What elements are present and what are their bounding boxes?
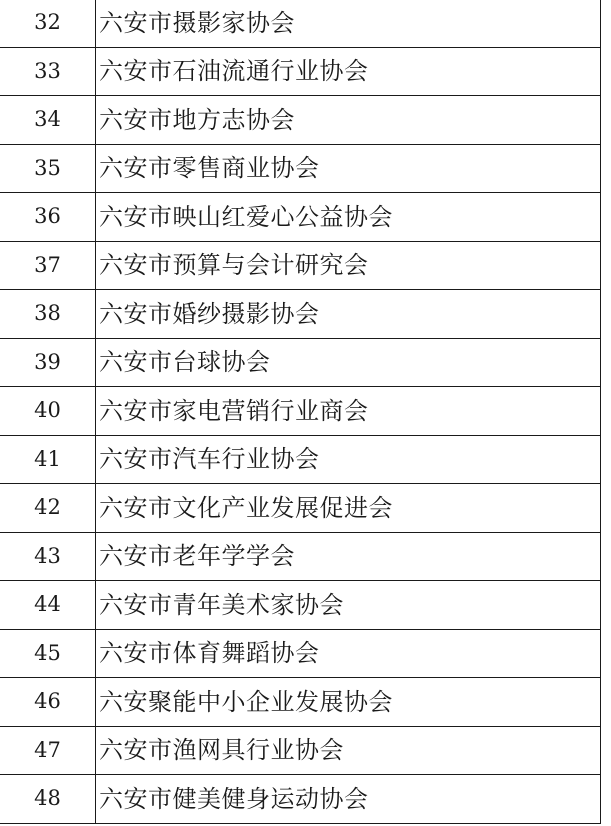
table-row	[0, 387, 601, 436]
row-number: 34	[0, 96, 96, 145]
row-number: 48	[0, 775, 96, 824]
table-row	[0, 144, 601, 193]
table-row	[0, 290, 601, 339]
row-number: 44	[0, 581, 96, 630]
row-number: 47	[0, 726, 96, 775]
row-number: 40	[0, 387, 96, 436]
organization-name: 六安市零售商业协会	[96, 144, 601, 193]
organization-name: 六安市映山红爱心公益协会	[96, 193, 601, 242]
row-number: 39	[0, 338, 96, 387]
table-row	[0, 96, 601, 145]
table-row	[0, 629, 601, 678]
organization-name: 六安市渔网具行业协会	[96, 726, 601, 775]
organization-name: 六安聚能中小企业发展协会	[96, 678, 601, 727]
table-row	[0, 241, 601, 290]
row-number: 43	[0, 532, 96, 581]
table-row	[0, 338, 601, 387]
row-number: 32	[0, 0, 96, 47]
row-number: 36	[0, 193, 96, 242]
row-number: 41	[0, 435, 96, 484]
row-number: 46	[0, 678, 96, 727]
organization-name: 六安市文化产业发展促进会	[96, 484, 601, 533]
organization-name: 六安市汽车行业协会	[96, 435, 601, 484]
table-row	[0, 678, 601, 727]
table-row	[0, 47, 601, 96]
organization-name: 六安市体育舞蹈协会	[96, 629, 601, 678]
table-row	[0, 484, 601, 533]
organization-name: 六安市石油流通行业协会	[96, 47, 601, 96]
table-row	[0, 581, 601, 630]
table-row	[0, 193, 601, 242]
table-row	[0, 532, 601, 581]
row-number: 45	[0, 629, 96, 678]
organization-name: 六安市青年美术家协会	[96, 581, 601, 630]
organization-name: 六安市地方志协会	[96, 96, 601, 145]
table-row	[0, 726, 601, 775]
table-row	[0, 775, 601, 824]
row-number: 38	[0, 290, 96, 339]
organization-name: 六安市家电营销行业商会	[96, 387, 601, 436]
row-number: 42	[0, 484, 96, 533]
row-number: 33	[0, 47, 96, 96]
organization-name: 六安市婚纱摄影协会	[96, 290, 601, 339]
row-number: 37	[0, 241, 96, 290]
organization-name: 六安市老年学学会	[96, 532, 601, 581]
table-row	[0, 0, 601, 47]
organization-name: 六安市预算与会计研究会	[96, 241, 601, 290]
organization-name: 六安市健美健身运动协会	[96, 775, 601, 824]
organization-name: 六安市台球协会	[96, 338, 601, 387]
organization-name: 六安市摄影家协会	[96, 0, 601, 47]
table-row	[0, 435, 601, 484]
row-number: 35	[0, 144, 96, 193]
